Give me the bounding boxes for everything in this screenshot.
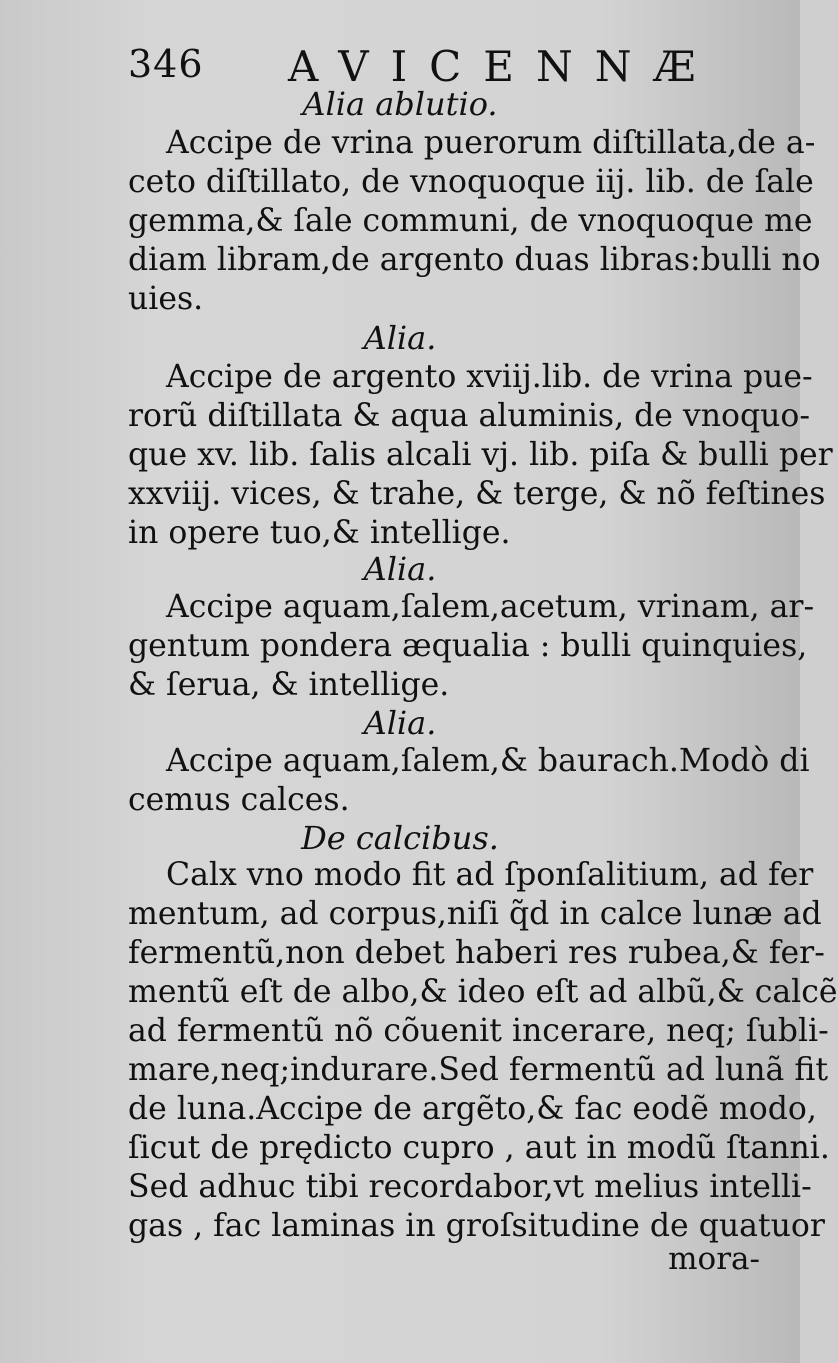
text-line: Sed adhuc tibi recordabor,vt melius intelli- — [128, 1169, 812, 1205]
text-line: de luna.Accipe de argẽto,& fac eodẽ modo, — [128, 1091, 817, 1127]
paragraph — [128, 856, 838, 1246]
running-head: AVICENNÆ — [288, 42, 718, 91]
text-line: ceto diſtillato, de vnoquoque iij. lib. de ſale — [128, 164, 814, 200]
text-line: Accipe de argento xviij.lib. de vrina pue- — [166, 359, 813, 395]
text-line: fermentũ,non debet haberi res rubea,& fer- — [128, 935, 825, 971]
catchword: mora- — [668, 1241, 760, 1277]
page-number: 346 — [128, 42, 204, 86]
paragraph — [128, 358, 833, 553]
text-line: mentũ eſt de albo,& ideo eſt ad albũ,& calcẽ — [128, 974, 838, 1010]
paragraph — [128, 742, 810, 820]
text-line: mare,neq;indurare.Sed fermentũ ad lunã fit — [128, 1052, 829, 1088]
text-line: mentum, ad corpus,niſi q̃d in calce lunæ ad — [128, 896, 822, 932]
text-line: gas , fac laminas in groſsitudine de quatuor — [128, 1208, 825, 1244]
section-heading: Alia ablutio. — [302, 85, 498, 123]
text-line: uies. — [128, 281, 204, 317]
text-line: rorũ diſtillata & aqua aluminis, de vnoquo- — [128, 398, 811, 434]
paragraph — [128, 588, 815, 705]
text-line: & ſerua, & intellige. — [128, 667, 450, 703]
text-line: gentum pondera æqualia : bulli quinquies, — [128, 628, 808, 664]
section-heading: Alia. — [363, 319, 437, 357]
text-line: Calx vno modo fit ad ſponſalitium, ad fer — [166, 857, 814, 893]
text-line: gemma,& ſale communi, de vnoquoque me — [128, 203, 813, 239]
text-line: Accipe de vrina puerorum diſtillata,de a- — [166, 125, 816, 161]
text-line: diam libram,de argento duas libras:bulli no — [128, 242, 821, 278]
text-line: cemus calces. — [128, 782, 350, 818]
paragraph — [128, 124, 821, 319]
text-line: Accipe aquam,ſalem,& baurach.Modò di — [166, 743, 810, 779]
text-line: ſicut de prędicto cupro , aut in modũ ſtanni. — [128, 1130, 830, 1166]
text-line: in opere tuo,& intellige. — [128, 515, 511, 551]
section-heading: De calcibus. — [301, 819, 499, 857]
text-line: ad fermentũ nõ cõuenit incerare, neq; ſubli- — [128, 1013, 829, 1049]
text-line: Accipe aquam,ſalem,acetum, vrinam, ar- — [166, 589, 815, 625]
text-line: xxviij. vices, & trahe, & terge, & nõ feſtines — [128, 476, 826, 512]
section-heading: Alia. — [363, 550, 437, 588]
section-heading: Alia. — [363, 704, 437, 742]
text-line: que xv. lib. ſalis alcali vj. lib. piſa & bulli per — [128, 437, 833, 473]
